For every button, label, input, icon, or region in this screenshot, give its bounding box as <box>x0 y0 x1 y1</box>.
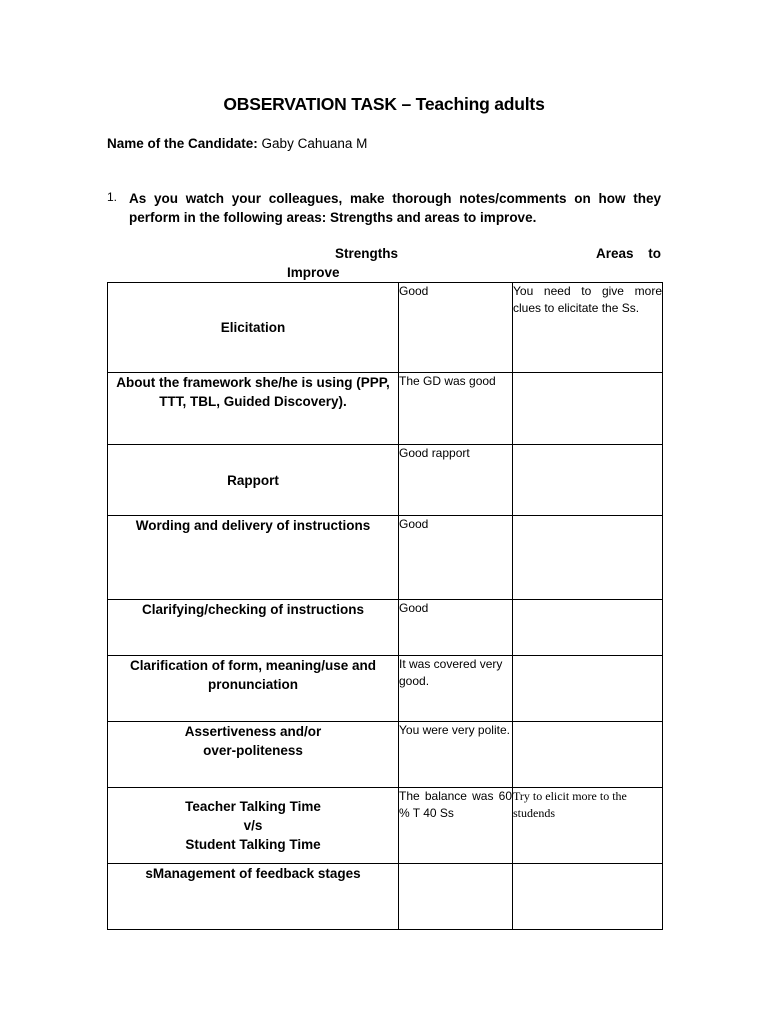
strength-cell <box>399 864 513 930</box>
area-cell <box>108 656 399 722</box>
strength-cell: You were very polite. <box>399 722 513 788</box>
strength-cell: Good <box>399 283 513 373</box>
strength-cell: It was covered very good. <box>399 656 513 722</box>
candidate-line <box>107 136 367 151</box>
area-line: Teacher Talking Time <box>185 799 321 814</box>
improve-cell <box>513 656 663 722</box>
area-cell <box>108 864 399 930</box>
table-row <box>108 788 663 864</box>
header-areas <box>596 246 661 261</box>
header-areas-word: Areas <box>596 246 634 261</box>
area-cell <box>108 788 399 864</box>
strength-cell: The GD was good <box>399 373 513 445</box>
area-cell <box>108 722 399 788</box>
document-title: OBSERVATION TASK – Teaching adults <box>223 94 545 114</box>
area-cell <box>108 373 399 445</box>
area-cell <box>108 283 399 373</box>
table-row <box>108 656 663 722</box>
area-line: About the framework she/he is using (PPP, <box>116 375 390 390</box>
area-cell <box>108 516 399 600</box>
table-row <box>108 373 663 445</box>
area-line: Student Talking Time <box>185 837 321 852</box>
area-cell <box>108 600 399 656</box>
improve-cell: Try to elicit more to the studends <box>513 788 663 864</box>
strength-cell: Good <box>399 600 513 656</box>
area-line: sManagement of feedback stages <box>145 866 361 881</box>
area-line: TTT, TBL, Guided Discovery). <box>159 394 347 409</box>
observation-table <box>107 282 663 930</box>
improve-cell <box>513 722 663 788</box>
question-number: 1. <box>107 190 118 204</box>
header-strengths: Strengths <box>335 246 399 261</box>
table-row <box>108 864 663 930</box>
improve-cell <box>513 373 663 445</box>
header-to-word: to <box>648 246 661 261</box>
area-line: v/s <box>243 818 263 833</box>
table-row <box>108 722 663 788</box>
strength-cell: Good <box>399 516 513 600</box>
question-1 <box>107 189 661 227</box>
candidate-label: Name of the Candidate: <box>107 136 258 151</box>
strength-cell: Good rapport <box>399 445 513 516</box>
area-line: Rapport <box>227 472 279 488</box>
area-line: over-politeness <box>203 743 303 758</box>
table-row <box>108 283 663 373</box>
improve-cell <box>513 600 663 656</box>
question-text: As you watch your colleagues, make thorough notes/comments on how they perform in the following areas: Strengths and areas to improve. <box>129 191 661 225</box>
improve-cell: You need to give more clues to elicitate the Ss. <box>513 283 663 373</box>
improve-cell <box>513 516 663 600</box>
candidate-name: Gaby Cahuana M <box>261 136 368 151</box>
area-line: Elicitation <box>220 320 286 335</box>
strength-cell: The balance was 60 % T 40 Ss <box>399 788 513 864</box>
area-line: pronunciation <box>208 677 298 692</box>
area-line: Wording and delivery of instructions <box>135 518 371 533</box>
area-line: Clarifying/checking of instructions <box>141 602 365 617</box>
header-improve: Improve <box>287 265 340 280</box>
table-row <box>108 516 663 600</box>
area-line: Assertiveness and/or <box>184 724 322 739</box>
improve-cell <box>513 445 663 516</box>
table-row <box>108 445 663 516</box>
area-line: Clarification of form, meaning/use and <box>129 658 377 673</box>
area-cell <box>108 445 399 516</box>
table-row <box>108 600 663 656</box>
improve-cell <box>513 864 663 930</box>
